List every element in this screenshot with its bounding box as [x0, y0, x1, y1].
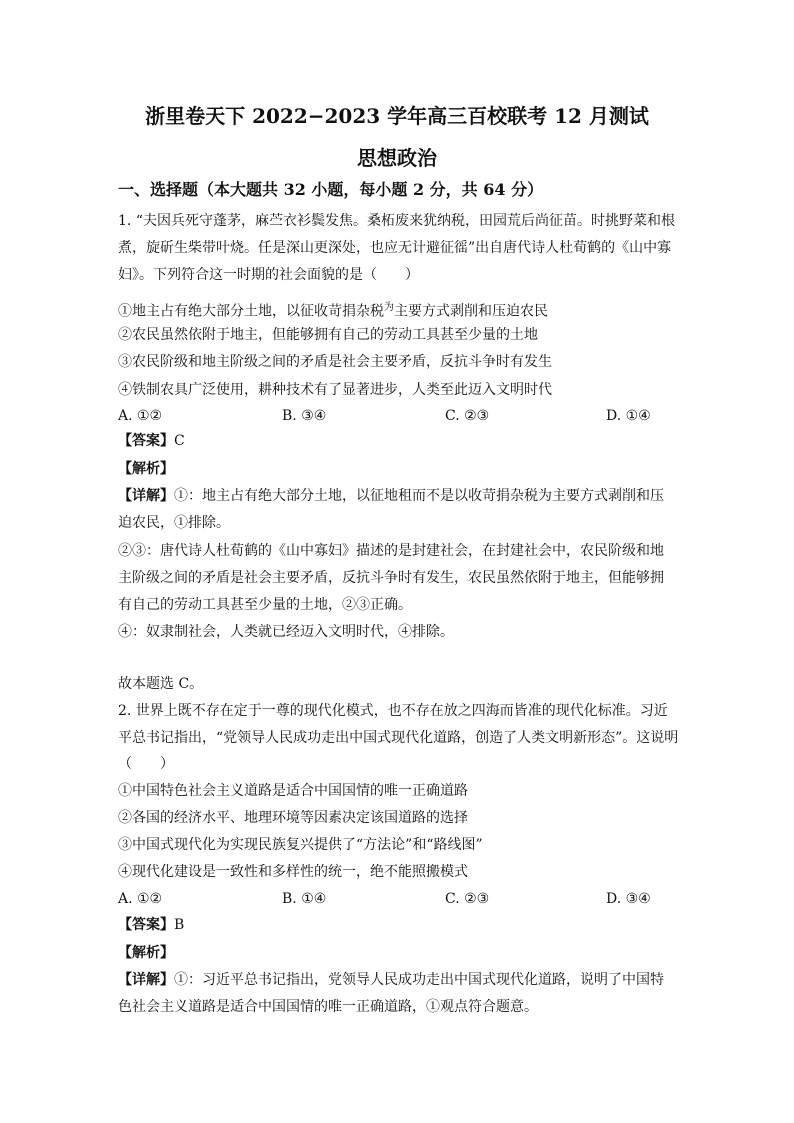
detail-tag: 【详解】	[118, 972, 174, 988]
q2-item: ②各国的经济水平、地理环境等因素决定该国道路的选择	[118, 810, 468, 826]
q1-stem-line: 妇》。下列符合这一时期的社会面貌的是（ ）	[118, 267, 419, 283]
analysis-tag: 【解析】	[118, 945, 174, 961]
q1-item: ③农民阶级和地主阶级之间的矛盾是社会主要矛盾，反抗斗争时有发生	[118, 354, 552, 370]
q1-explain-line	[118, 486, 678, 506]
q2-item: ③中国式现代化为实现民族复兴提供了“方法论”和“路线图”	[118, 837, 483, 853]
analysis-tag: 【解析】	[118, 461, 174, 477]
q2-answer	[118, 915, 678, 935]
q1-item-text: ①地主占有绝大部分土地，以征收苛捐杂税	[118, 303, 384, 320]
answer-value: B	[174, 917, 185, 933]
q2-stem-line: 平总书记指出，“党领导人民成功走出中国式现代化道路，创造了人类文明新形态”。这说明	[118, 730, 679, 746]
q1-explain-line: 主阶级之间的矛盾是社会主要矛盾，反抗斗争时有发生，农民虽然依附于地主，但能够拥	[118, 570, 664, 586]
q1-explain-line: 有自己的劳动工具甚至少量的土地，②③正确。	[118, 597, 412, 613]
q1-answer	[118, 431, 678, 451]
q1-option-b: B. ③④	[282, 408, 327, 424]
q1-item	[118, 298, 678, 322]
q1-stem-line: 1. “夫因兵死守蓬茅，麻苎衣衫鬓发焦。桑柘废来犹纳税，田园荒后尚征苗。时挑野菜和根	[118, 213, 675, 229]
section-heading: 一、选择题（本大题共 32 小题，每小题 2 分，共 64 分）	[118, 180, 544, 199]
q1-option-d: D. ①④	[606, 408, 651, 424]
q2-option-b: B. ①④	[282, 891, 327, 907]
document-title: 浙里卷天下 2022−2023 学年高三百校联考 12 月测试	[145, 104, 649, 128]
q2-stem-line: 2. 世界上既不存在定于一尊的现代化模式，也不存在放之四海而皆准的现代化标准。习近	[118, 703, 668, 719]
q2-option-d: D. ③④	[606, 891, 651, 907]
q2-analysis-tag	[118, 943, 678, 963]
explain-text: ①：地主占有绝大部分土地，以征地租而不是以收苛捐杂税为主要方式剥削和压	[174, 488, 664, 504]
answer-tag: 【答案】	[118, 917, 174, 933]
q2-option-c: C. ②③	[445, 891, 490, 907]
q1-explain-line: 迫农民，①排除。	[118, 515, 230, 531]
answer-tag: 【答案】	[118, 433, 174, 449]
q1-conclusion: 故本题选 C。	[118, 676, 204, 692]
q2-explain-line: 色社会主义道路是适合中国国情的唯一正确道路，①观点符合题意。	[118, 999, 538, 1015]
answer-value: C	[174, 433, 185, 449]
q2-item: ④现代化建设是一致性和多样性的统一，绝不能照搬模式	[118, 864, 468, 880]
q1-explain-line: ④：奴隶制社会，人类就已经迈入文明时代，④排除。	[118, 624, 454, 640]
q1-item-sup: 为	[384, 302, 394, 313]
q1-explain-line: ②③：唐代诗人杜荀鹤的《山中寡妇》描述的是封建社会，在封建社会中，农民阶级和地	[118, 543, 664, 559]
q2-stem-line: （ ）	[118, 756, 174, 772]
q1-item-text: 主要方式剥削和压迫农民	[394, 303, 548, 320]
q1-item: ②农民虽然依附于地主，但能够拥有自己的劳动工具甚至少量的土地	[118, 327, 538, 343]
subject-title: 思想政治	[357, 146, 437, 170]
q1-analysis-tag	[118, 459, 678, 479]
detail-tag: 【详解】	[118, 488, 174, 504]
q2-explain-line	[118, 970, 678, 990]
explain-text: ①：习近平总书记指出，党领导人民成功走出中国式现代化道路，说明了中国特	[174, 972, 664, 988]
q2-item: ①中国特色社会主义道路是适合中国国情的唯一正确道路	[118, 783, 468, 799]
q1-stem-line: 煮，旋斫生柴带叶烧。任是深山更深处，也应无计避征徭”出自唐代诗人杜荀鹤的《山中寡	[118, 240, 672, 256]
q1-option-c: C. ②③	[445, 408, 490, 424]
q2-option-a: A. ①②	[118, 891, 163, 907]
q1-item: ④铁制农具广泛使用，耕种技术有了显著进步，人类至此迈入文明时代	[118, 382, 552, 398]
q1-option-a: A. ①②	[118, 408, 163, 424]
